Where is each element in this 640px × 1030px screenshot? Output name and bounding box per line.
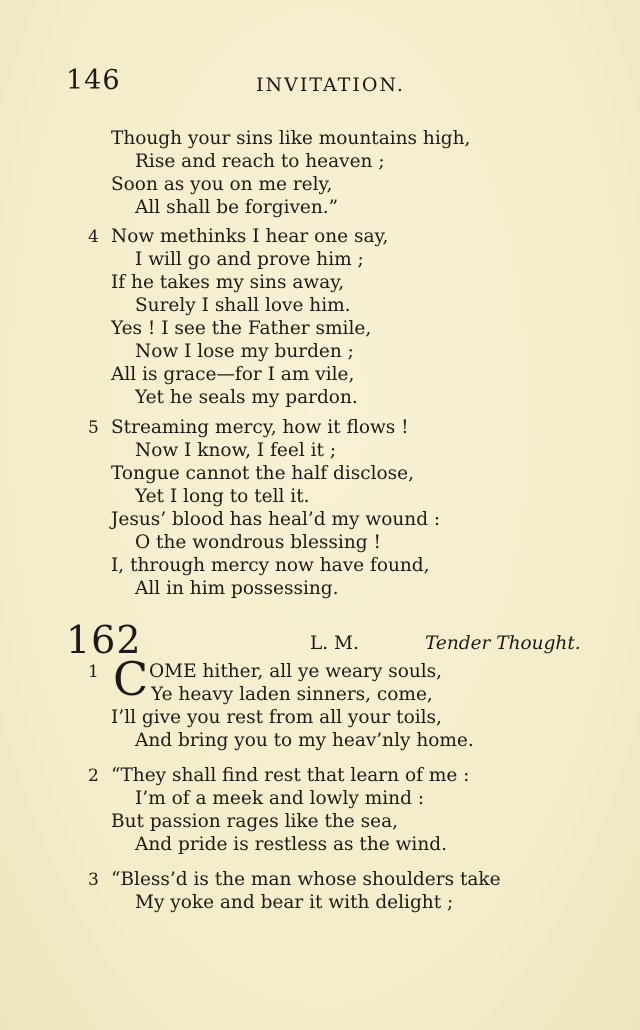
verse-line: But passion rages like the sea, xyxy=(111,811,398,832)
verse-number: 4 xyxy=(88,227,99,247)
verse-line: My yoke and bear it with delight ; xyxy=(135,892,454,913)
verse-line: Now I know, I feel it ; xyxy=(135,440,337,461)
verse-number: 2 xyxy=(88,766,99,786)
verse-line: OME hither, all ye weary souls, xyxy=(149,661,443,682)
verse-line: “They shall find rest that learn of me : xyxy=(111,765,470,786)
verse-line: All in him possessing. xyxy=(135,578,339,599)
page-number: 146 xyxy=(66,65,121,96)
verse-line: I’m of a meek and lowly mind : xyxy=(135,788,425,809)
verse-line: Though your sins like mountains high, xyxy=(111,128,471,149)
verse-line: Rise and reach to heaven ; xyxy=(135,151,385,172)
verse-line: “Bless’d is the man whose shoulders take xyxy=(111,869,501,890)
verse-line: I, through mercy now have found, xyxy=(111,555,430,576)
verse-line: Now I lose my burden ; xyxy=(135,341,354,362)
verse-line: Yes ! I see the Father smile, xyxy=(111,318,372,339)
verse-line: Streaming mercy, how it flows ! xyxy=(111,417,409,438)
verse-line: All is grace—for I am vile, xyxy=(111,364,355,385)
verse-line: And pride is restless as the wind. xyxy=(135,834,447,855)
verse-line: Surely I shall love him. xyxy=(135,295,351,316)
verse-line: Yet he seals my pardon. xyxy=(135,387,358,408)
verse-line: Jesus’ blood has heal’d my wound : xyxy=(111,509,441,530)
hymn-tune: Tender Thought. xyxy=(425,633,581,654)
verse-line: Tongue cannot the half disclose, xyxy=(111,463,414,484)
verse-number: 1 xyxy=(88,662,99,682)
verse-line: Soon as you on me rely, xyxy=(111,174,333,195)
hymn-meter: L. M. xyxy=(310,633,359,654)
verse-line: Ye heavy laden sinners, come, xyxy=(151,684,433,705)
running-head: INVITATION. xyxy=(256,74,405,96)
verse-number: 5 xyxy=(88,418,99,438)
verse-number: 3 xyxy=(88,870,99,890)
verse-line: Yet I long to tell it. xyxy=(135,486,310,507)
verse-line: I’ll give you rest from all your toils, xyxy=(111,707,442,728)
verse-line: All shall be forgiven.” xyxy=(135,197,339,218)
drop-cap: C xyxy=(113,652,149,706)
verse-line: O the wondrous blessing ! xyxy=(135,532,381,553)
hymn-number: 162 xyxy=(66,618,142,662)
verse-line: Now methinks I hear one say, xyxy=(111,226,389,247)
verse-line: And bring you to my heav’nly home. xyxy=(135,730,474,751)
verse-line: If he takes my sins away, xyxy=(111,272,345,293)
verse-line: I will go and prove him ; xyxy=(135,249,364,270)
